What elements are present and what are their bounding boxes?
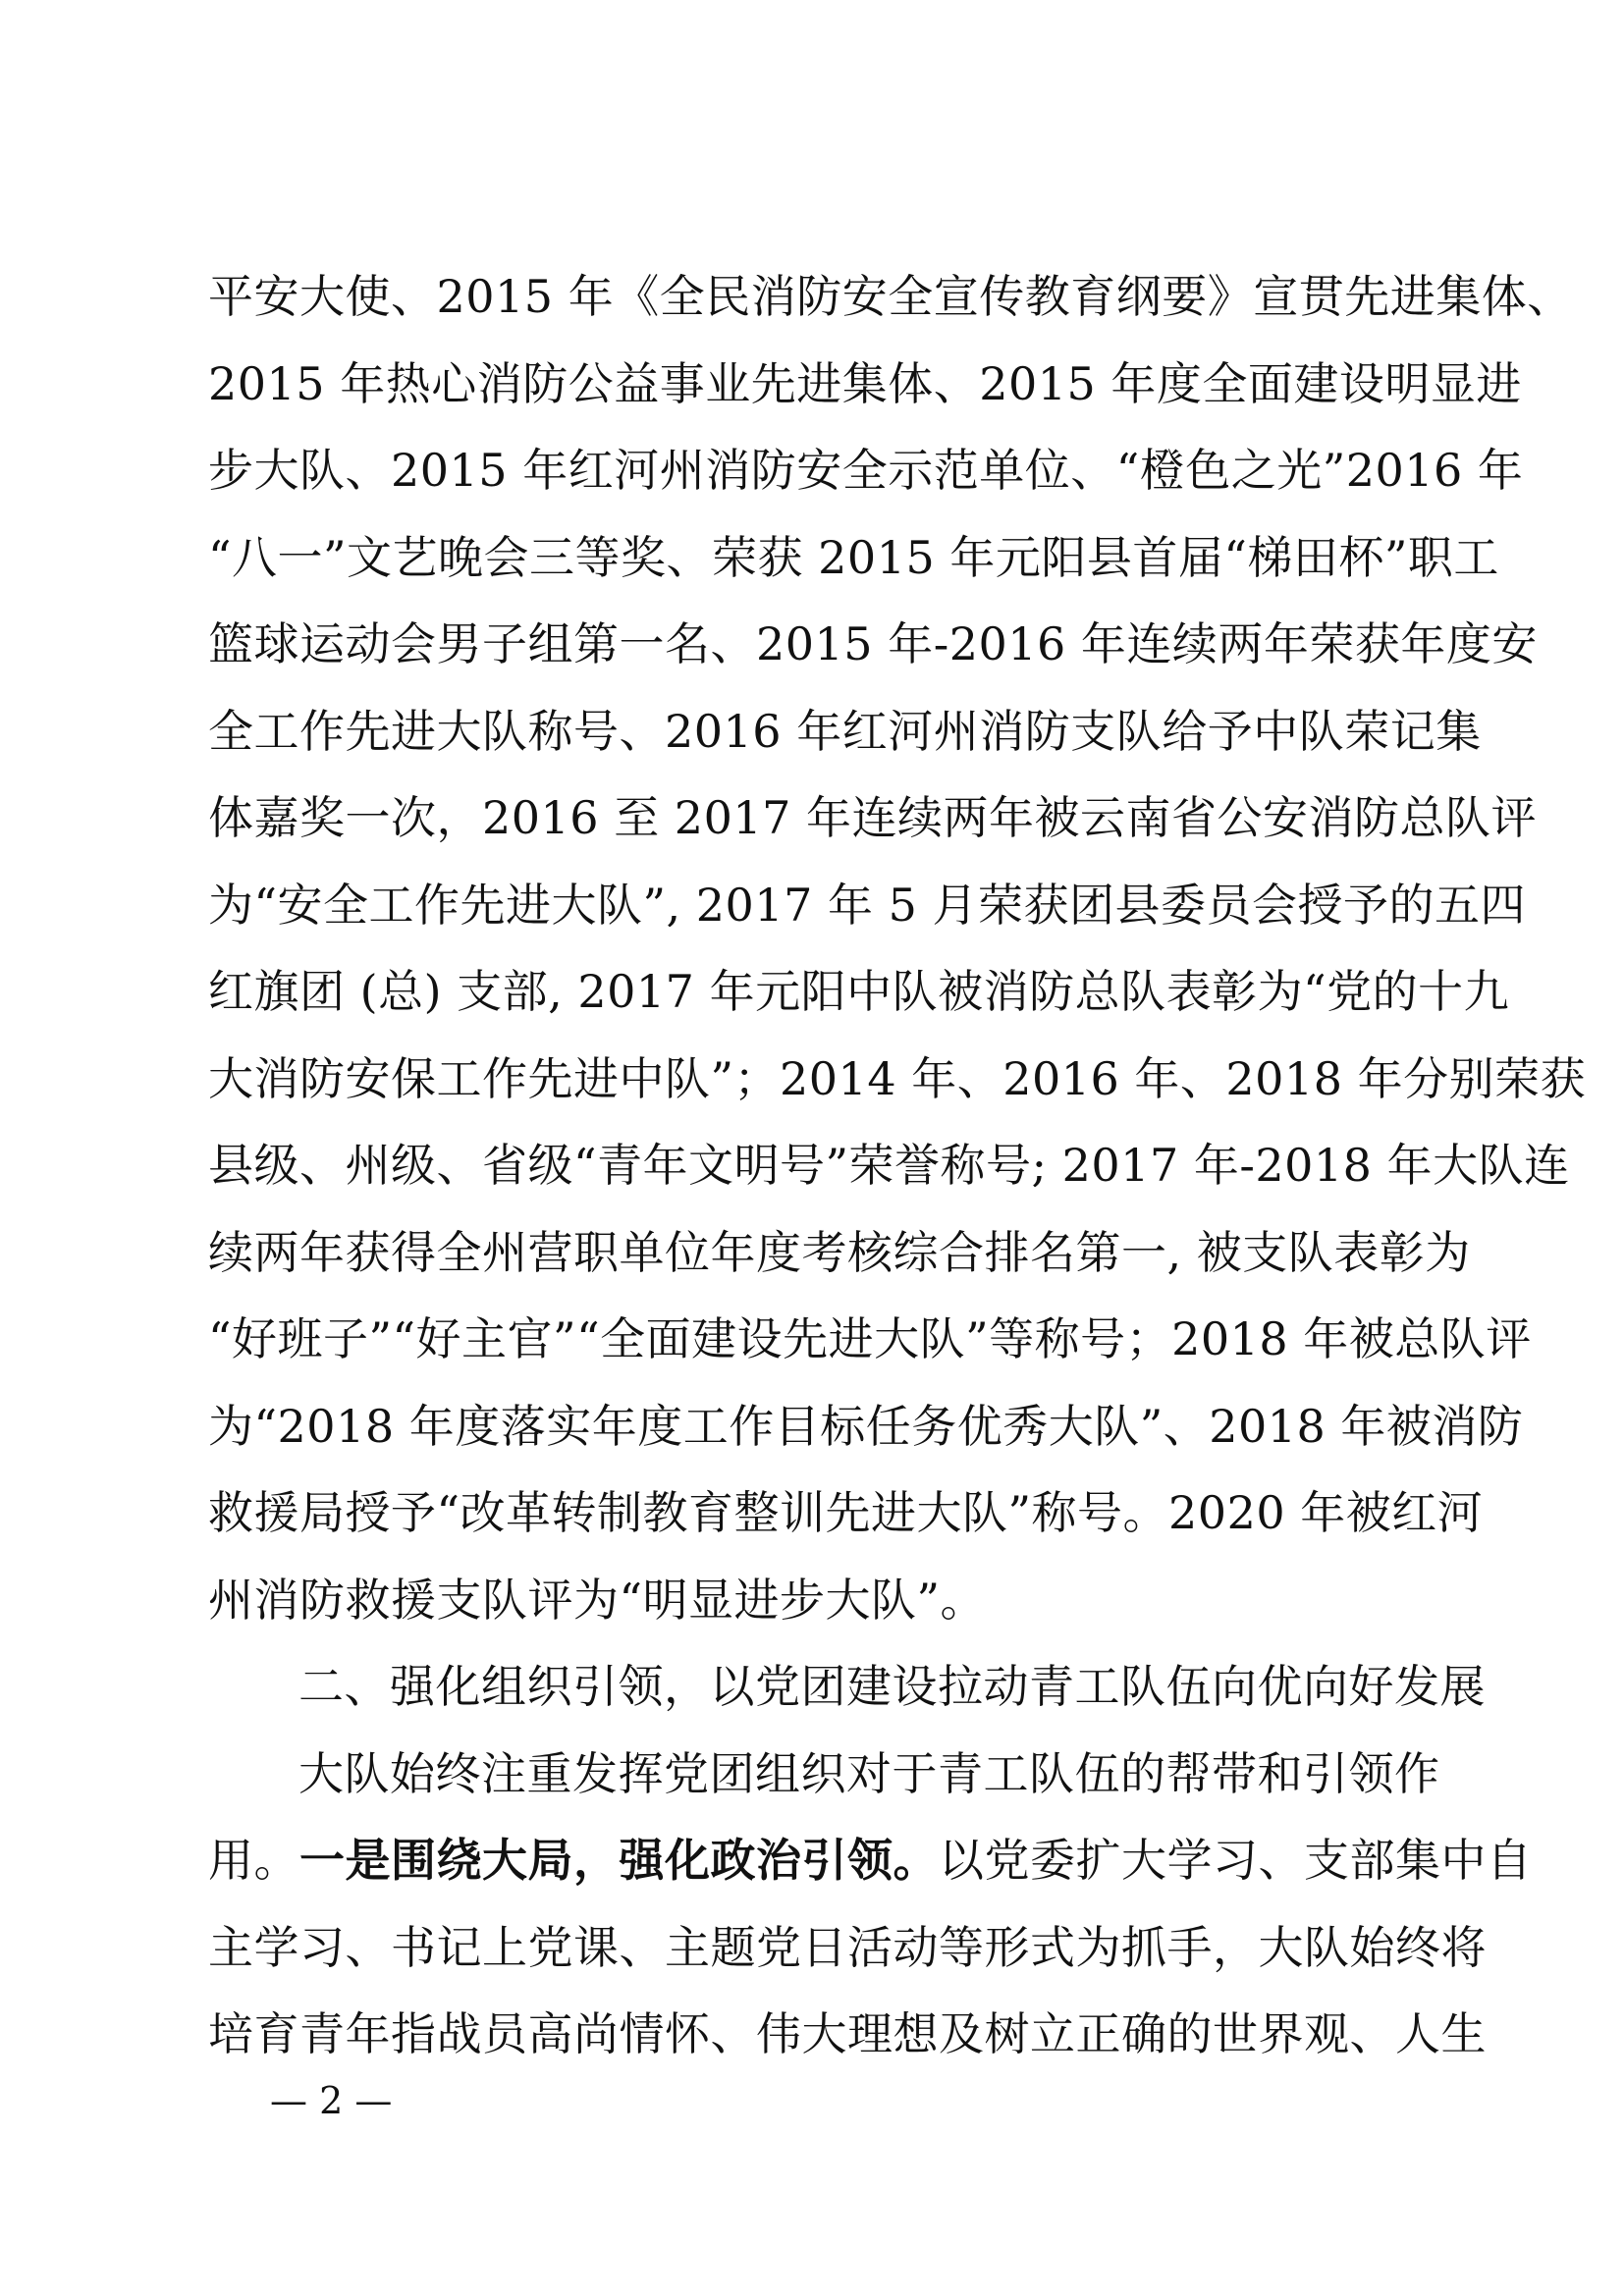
body-line: 为“安全工作先进大队”, 2017 年 5 月荣获团县委员会授予的五四 — [208, 878, 1526, 932]
section-heading: 二、强化组织引领，以党团建设拉动青工队伍向优向好发展 — [298, 1660, 1486, 1713]
body-line: “好班子”“好主官”“全面建设先进大队”等称号；2018 年被总队评 — [208, 1312, 1532, 1365]
body-line: 红旗团 (总) 支部, 2017 年元阳中队被消防总队表彰为“党的十九 — [208, 965, 1510, 1018]
body-line: 体嘉奖一次，2016 至 2017 年连续两年被云南省公安消防总队评 — [208, 791, 1537, 844]
body-line: “八一”文艺晚会三等奖、荣获 2015 年元阳县首届“梯田杯”职工 — [208, 530, 1499, 584]
bold-emphasis: 一是围绕大局，强化政治引领。 — [299, 1834, 939, 1887]
body-line-mixed — [208, 1817, 1533, 1904]
page-number: — 2 — — [270, 2079, 393, 2122]
body-line: 篮球运动会男子组第一名、2015 年-2016 年连续两年荣获年度安 — [208, 617, 1538, 670]
body-line: 大消防安保工作先进中队”；2014 年、2016 年、2018 年分别荣获 — [208, 1051, 1587, 1105]
body-line: 平安大使、2015 年《全民消防安全宣传教育纲要》宣贯先进集体、 — [208, 270, 1573, 323]
body-line: 救援局授予“改革转制教育整训先进大队”称号。2020 年被红河 — [208, 1486, 1484, 1539]
body-line: 2015 年热心消防公益事业先进集体、2015 年度全面建设明显进 — [208, 356, 1522, 410]
document-body — [208, 253, 1587, 2078]
body-line: 步大队、2015 年红河州消防安全示范单位、“橙色之光”2016 年 — [208, 444, 1524, 497]
body-line: 大队始终注重发挥党团组织对于青工队伍的帮带和引领作 — [298, 1746, 1440, 1800]
body-line: 主学习、书记上党课、主题党日活动等形式为抓手，大队始终将 — [208, 1920, 1487, 1974]
body-line: 续两年获得全州营职单位年度考核综合排名第一, 被支队表彰为 — [208, 1225, 1471, 1279]
text-run: 用。 — [208, 1834, 299, 1887]
body-line: 为“2018 年度落实年度工作目标任务优秀大队”、2018 年被消防 — [208, 1399, 1524, 1453]
body-line: 县级、州级、省级“青年文明号”荣誉称号; 2017 年-2018 年大队连 — [208, 1139, 1570, 1192]
text-run: 以党委扩大学习、支部集中自 — [939, 1834, 1533, 1887]
body-line: 培育青年指战员高尚情怀、伟大理想及树立正确的世界观、人生 — [208, 2007, 1487, 2060]
body-line: 州消防救援支队评为“明显进步大队”。 — [208, 1573, 987, 1627]
body-line: 全工作先进大队称号、2016 年红河州消防支队给予中队荣记集 — [208, 704, 1482, 758]
